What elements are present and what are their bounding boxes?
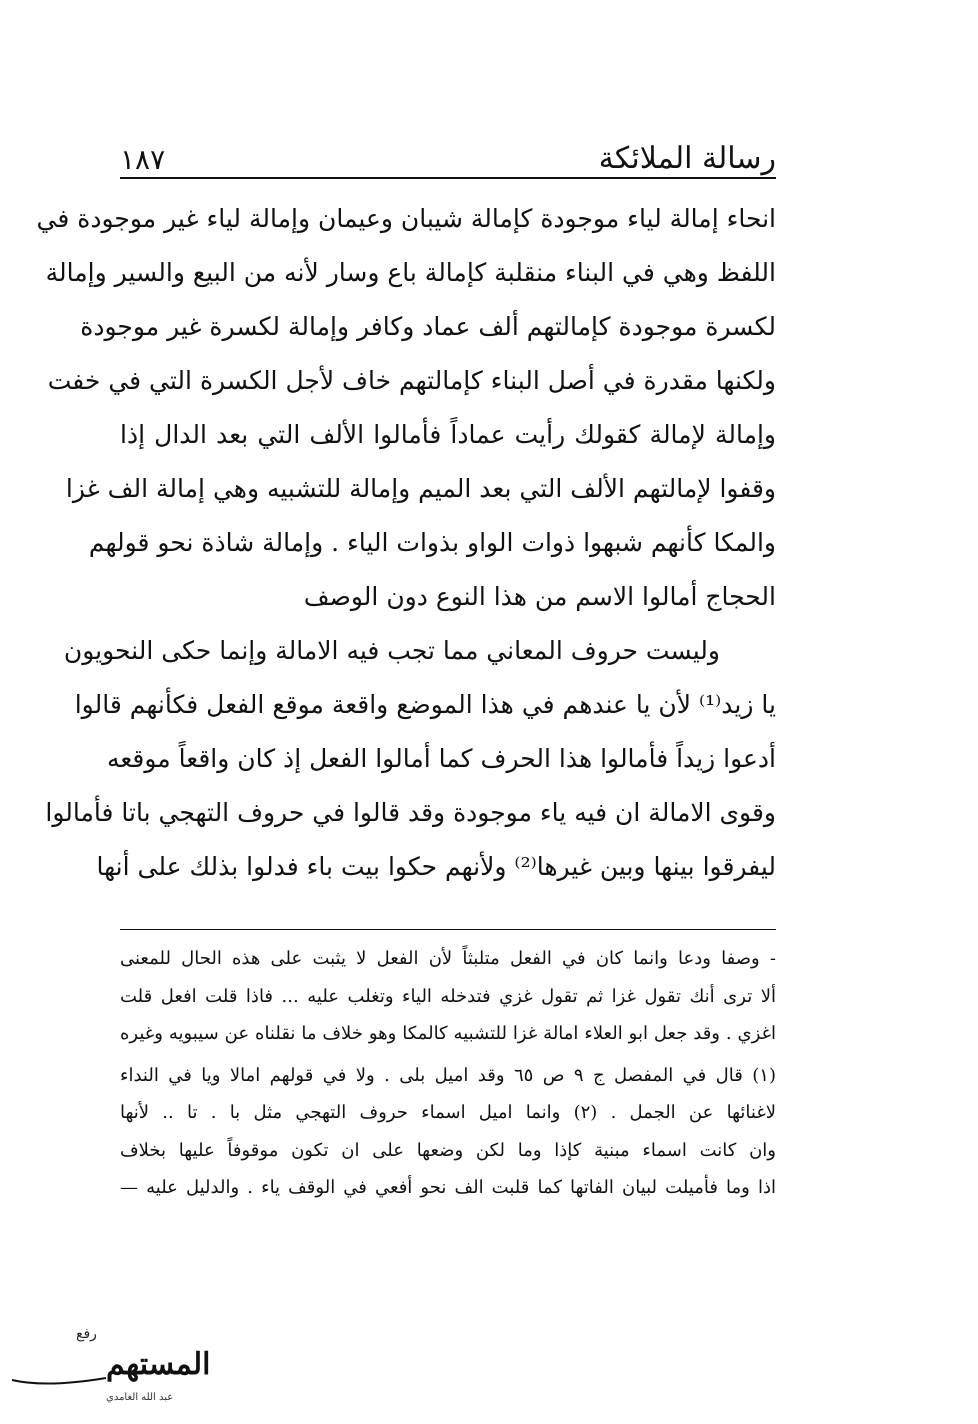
text-line: وإمالة لإمالة كقولك رأيت عماداً فأمالوا الألف التي بعد الدال إذا xyxy=(120,420,776,449)
stamp-top-mark: رفع xyxy=(76,1326,97,1342)
stamp-subtext: عبد الله الغامدي xyxy=(106,1392,174,1403)
text-line: والمكا كأنهم شبهوا ذوات الواو بذوات الياء . وإمالة شاذة نحو قولهم xyxy=(88,528,776,557)
footnote-line: لاغنائها عن الجمل . (٢) وانما اميل اسماء حروف التهجي مثل با . تا .. لأنها xyxy=(120,1102,776,1123)
page-header xyxy=(120,136,776,176)
footnotes xyxy=(120,940,776,1207)
footnote-rule xyxy=(120,929,776,930)
text-line: ليفرقوا بينها وبين غيرها⁽²⁾ ولأنهم حكوا بيت باء فدلوا بذلك على أنها xyxy=(96,852,776,881)
footnote-line: وان كانت اسماء مبنية كإذا وما لكن وضعها على ان تكون موقوفاً عليها بخلاف xyxy=(120,1139,776,1161)
footnote-line: اذا وما فأميلت لبيان الفاتها كما قلبت الف نحو أفعي في الوقف ياء . والدليل عليه — xyxy=(120,1177,776,1198)
stamp-underline xyxy=(12,1378,106,1384)
text-line: الحجاج أمالوا الاسم من هذا النوع دون الوصف xyxy=(303,582,776,611)
footnote-line: (١) قال في المفصل ج ٩ ص ٦٥ وقد اميل بلى . ولا في قولهم امالا ويا في النداء xyxy=(120,1064,776,1086)
library-stamp-logo xyxy=(6,1316,211,1412)
text-line: أدعوا زيداً فأمالوا هذا الحرف كما أمالوا الفعل إذ كان واقعاً موقعه xyxy=(106,744,776,773)
running-title: رسالة الملائكة xyxy=(598,141,776,176)
header-rule xyxy=(120,177,776,179)
main-text xyxy=(36,192,776,894)
text-line: لكسرة موجودة كإمالتهم ألف عماد وكافر وإمالة لكسرة غير موجودة xyxy=(80,312,776,341)
text-line: اللفظ وهي في البناء منقلبة كإمالة باع وسار لأنه من البيع والسير وإمالة xyxy=(45,258,776,287)
footnote-line: اغزي . وقد جعل ابو العلاء امالة غزا للتشبيه كالمكا وهو خلاف ما نقلناه عن سيبويه وغيره xyxy=(120,1023,776,1044)
footnote-line: - وصفا ودعا وانما كان في الفعل متلبثاً لأن الفعل لا يثبت على هذه الحال للمعنى xyxy=(120,948,776,969)
text-line: يا زيد⁽¹⁾ لأن يا عندهم في هذا الموضع واقعة موقع الفعل فكأنهم قالوا xyxy=(74,690,776,719)
text-line: وقفوا لإمالتهم الألف التي بعد الميم وإمالة للتشبيه وهي إمالة الف غزا xyxy=(65,474,776,503)
text-line: انحاء إمالة لياء موجودة كإمالة شيبان وعيمان وإمالة لياء غير موجودة في xyxy=(36,204,776,233)
page-number: ١٨٧ xyxy=(120,143,166,176)
footnote-line: ألا ترى أنك تقول غزا ثم تقول غزي فتدخله الياء وتغلب عليه ... فاذا قلت افعل قلت xyxy=(120,985,776,1007)
stamp-text: المستهم xyxy=(106,1347,211,1382)
paragraph-start-line: وليست حروف المعاني مما تجب فيه الامالة وإنما حكى النحويون xyxy=(63,636,720,665)
text-line: وقوى الامالة ان فيه ياء موجودة وقد قالوا في حروف التهجي باتا فأمالوا xyxy=(45,798,776,827)
text-line: ولكنها مقدرة في أصل البناء كإمالتهم خاف لأجل الكسرة التي في خفت xyxy=(47,366,776,395)
